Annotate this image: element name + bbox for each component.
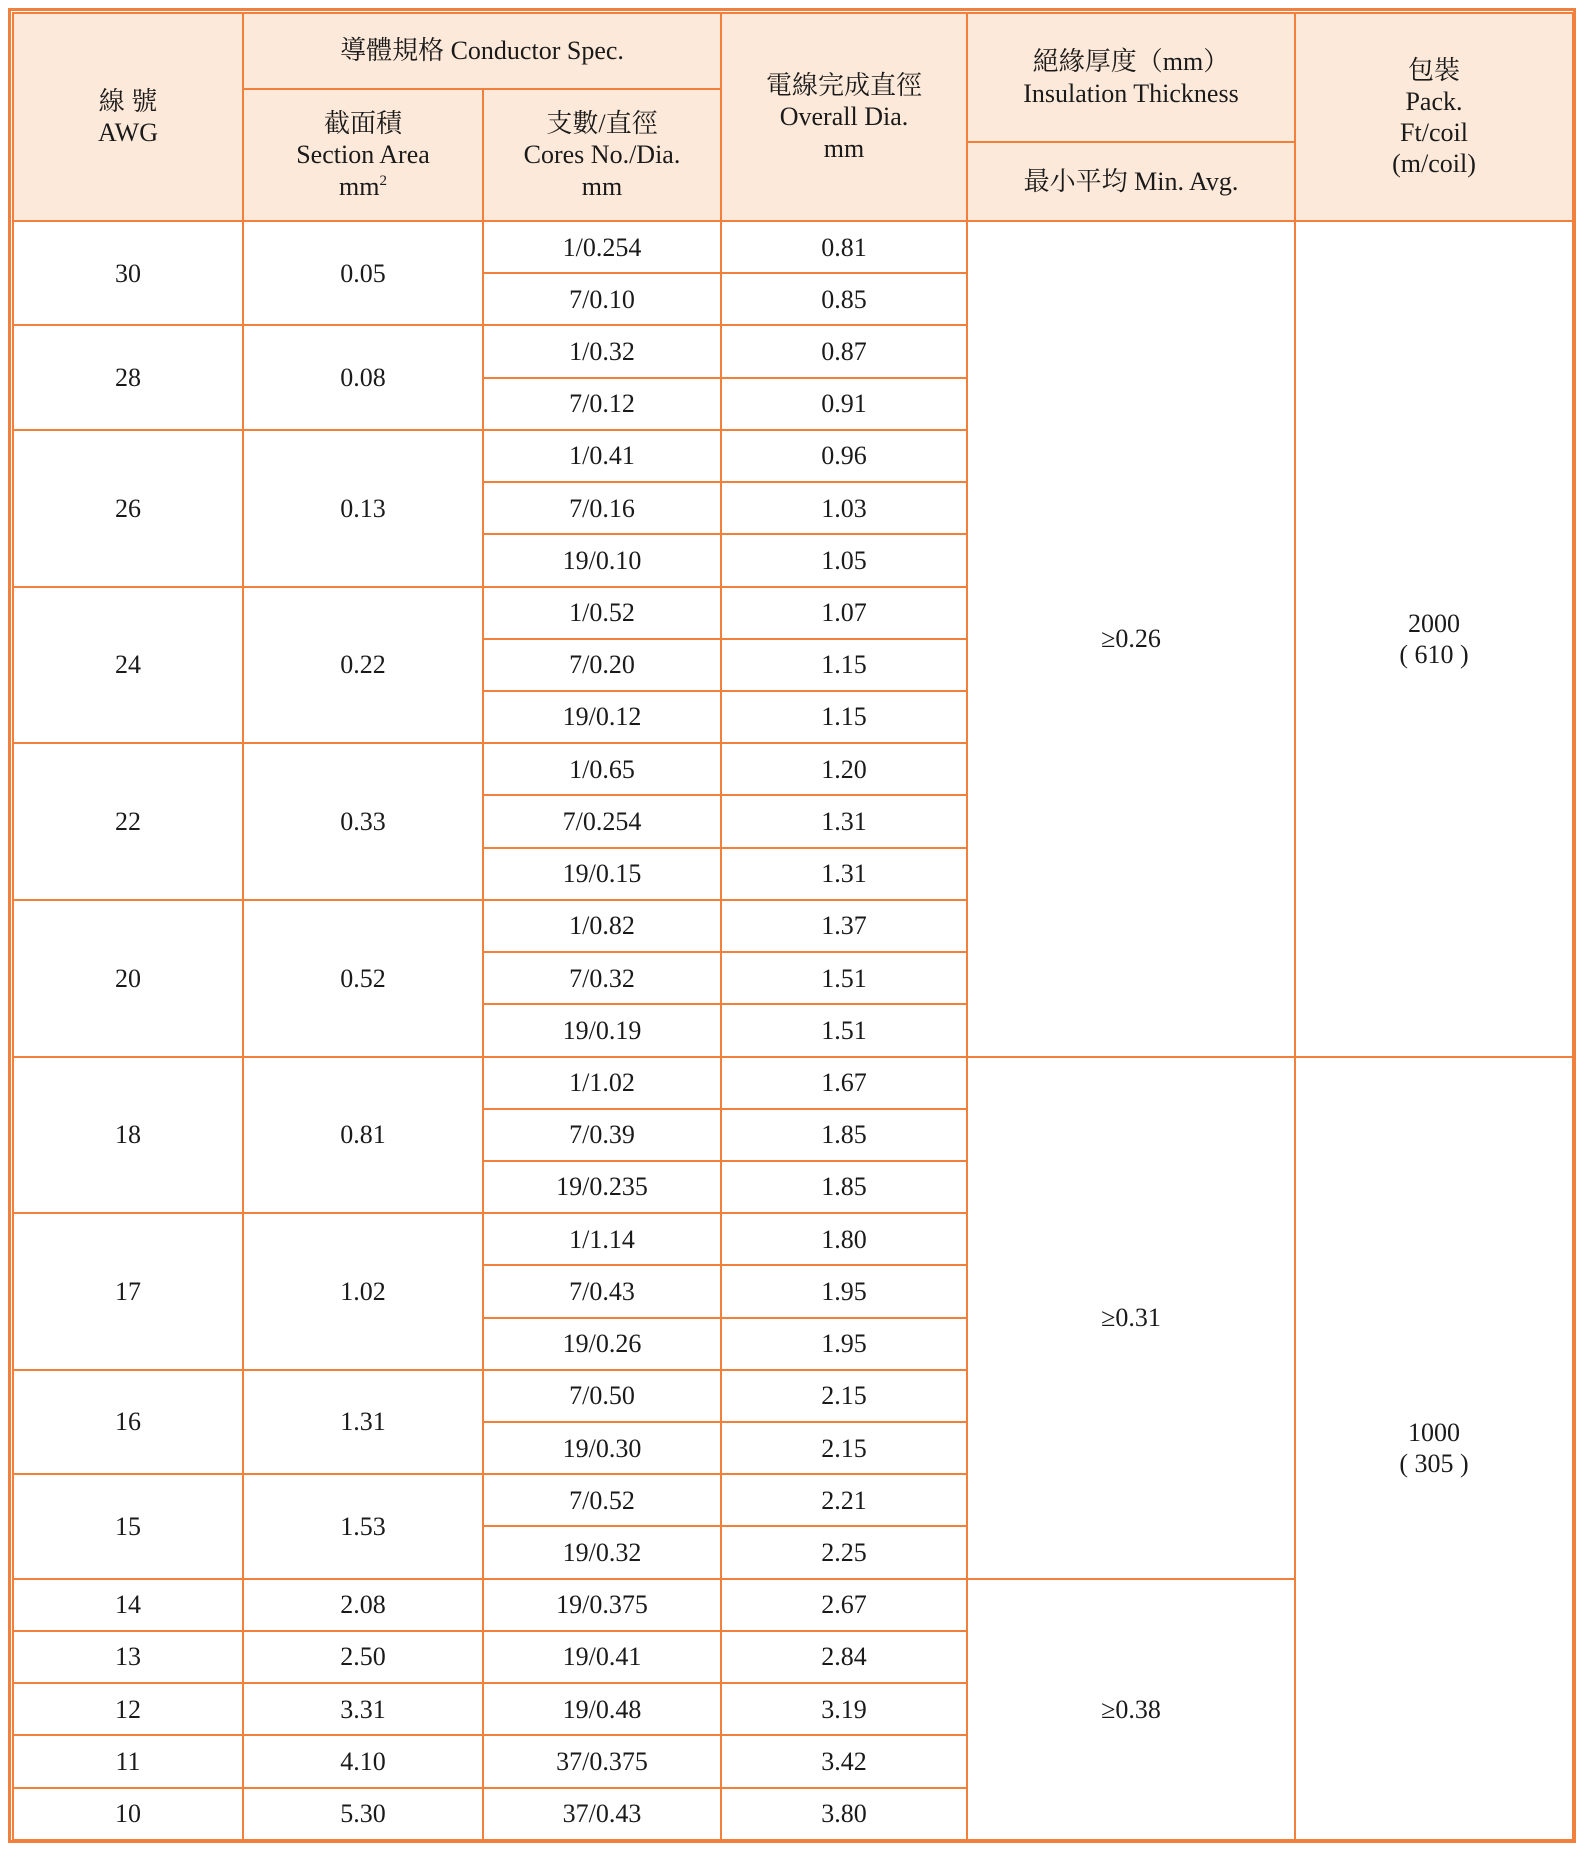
table-row <box>13 1057 1573 1109</box>
section-area-cell: 1.53 <box>243 1474 483 1578</box>
overall-dia-cell: 1.31 <box>721 848 967 900</box>
cores-cell: 1/1.02 <box>483 1057 721 1109</box>
overall-dia-cell: 0.81 <box>721 221 967 273</box>
awg-cell: 13 <box>13 1631 243 1683</box>
pack-cell <box>1295 221 1573 1057</box>
header-cores <box>483 89 721 221</box>
cores-cell: 7/0.32 <box>483 952 721 1004</box>
header-section-area-zh: 截面積 <box>323 109 402 139</box>
section-area-cell: 5.30 <box>243 1788 483 1840</box>
cores-cell: 7/0.50 <box>483 1370 721 1422</box>
cores-cell: 37/0.43 <box>483 1788 721 1840</box>
table-row <box>13 221 1573 273</box>
overall-dia-cell: 2.84 <box>721 1631 967 1683</box>
cores-cell: 7/0.52 <box>483 1474 721 1526</box>
section-area-cell: 0.33 <box>243 743 483 900</box>
cores-cell: 19/0.19 <box>483 1004 721 1056</box>
awg-cell: 30 <box>13 221 243 325</box>
header-pack <box>1295 13 1573 221</box>
awg-cell: 12 <box>13 1683 243 1735</box>
overall-dia-cell: 1.03 <box>721 482 967 534</box>
pack-meters: ( 610 ) <box>1399 639 1469 669</box>
insulation-min-avg-cell: ≥0.31 <box>967 1057 1295 1579</box>
insulation-min-avg-cell: ≥0.38 <box>967 1579 1295 1840</box>
cores-cell: 7/0.254 <box>483 795 721 847</box>
overall-dia-cell: 1.05 <box>721 534 967 586</box>
header-cores-zh: 支數/直徑 <box>546 109 658 139</box>
cores-cell: 19/0.12 <box>483 691 721 743</box>
overall-dia-cell: 1.95 <box>721 1318 967 1370</box>
awg-cell: 15 <box>13 1474 243 1578</box>
overall-dia-cell: 1.95 <box>721 1265 967 1317</box>
cores-cell: 19/0.30 <box>483 1422 721 1474</box>
cores-cell: 7/0.39 <box>483 1109 721 1161</box>
cores-cell: 19/0.375 <box>483 1579 721 1631</box>
overall-dia-cell: 2.15 <box>721 1370 967 1422</box>
awg-cell: 20 <box>13 900 243 1057</box>
awg-cell: 24 <box>13 587 243 744</box>
overall-dia-cell: 2.67 <box>721 1579 967 1631</box>
overall-dia-cell: 1.85 <box>721 1161 967 1213</box>
pack-meters: ( 305 ) <box>1399 1449 1469 1479</box>
awg-cell: 22 <box>13 743 243 900</box>
section-area-cell: 0.08 <box>243 325 483 429</box>
cores-cell: 19/0.32 <box>483 1526 721 1578</box>
overall-dia-cell: 1.37 <box>721 900 967 952</box>
overall-dia-cell: 1.15 <box>721 691 967 743</box>
section-area-cell: 2.08 <box>243 1579 483 1631</box>
pack-cell <box>1295 1057 1573 1840</box>
overall-dia-cell: 0.87 <box>721 325 967 377</box>
cores-cell: 1/0.52 <box>483 587 721 639</box>
cores-cell: 1/0.254 <box>483 221 721 273</box>
section-area-cell: 0.52 <box>243 900 483 1057</box>
section-area-cell: 1.02 <box>243 1213 483 1370</box>
awg-cell: 26 <box>13 430 243 587</box>
overall-dia-cell: 1.85 <box>721 1109 967 1161</box>
section-area-cell: 0.13 <box>243 430 483 587</box>
section-area-cell: 0.05 <box>243 221 483 325</box>
cores-cell: 19/0.235 <box>483 1161 721 1213</box>
section-area-cell: 0.22 <box>243 587 483 744</box>
header-insulation-zh: 絕緣厚度（mm） <box>1032 47 1230 77</box>
awg-cell: 28 <box>13 325 243 429</box>
cores-cell: 1/0.32 <box>483 325 721 377</box>
header-pack-en: Pack. <box>1405 86 1463 116</box>
overall-dia-cell: 1.80 <box>721 1213 967 1265</box>
header-cores-unit: mm <box>581 171 623 201</box>
awg-cell: 11 <box>13 1735 243 1787</box>
section-area-cell: 2.50 <box>243 1631 483 1683</box>
header-overall-zh: 電線完成直徑 <box>765 71 922 101</box>
header-section-area-en: Section Area <box>296 140 430 170</box>
cores-cell: 7/0.20 <box>483 639 721 691</box>
cores-cell: 7/0.43 <box>483 1265 721 1317</box>
overall-dia-cell: 0.96 <box>721 430 967 482</box>
table-body <box>13 221 1573 1840</box>
cores-cell: 7/0.10 <box>483 273 721 325</box>
cores-cell: 7/0.16 <box>483 482 721 534</box>
header-min-avg: 最小平均 Min. Avg. <box>967 142 1295 221</box>
header-overall-dia <box>721 13 967 221</box>
overall-dia-cell: 2.15 <box>721 1422 967 1474</box>
section-area-cell: 0.81 <box>243 1057 483 1214</box>
header-conductor-spec: 導體規格 Conductor Spec. <box>243 13 721 89</box>
header-overall-en: Overall Dia. <box>779 102 909 132</box>
cores-cell: 1/0.41 <box>483 430 721 482</box>
cores-cell: 37/0.375 <box>483 1735 721 1787</box>
overall-dia-cell: 0.85 <box>721 273 967 325</box>
awg-cell: 17 <box>13 1213 243 1370</box>
overall-dia-cell: 3.80 <box>721 1788 967 1840</box>
header-cores-en: Cores No./Dia. <box>523 140 681 170</box>
cores-cell: 1/0.65 <box>483 743 721 795</box>
overall-dia-cell: 1.51 <box>721 952 967 1004</box>
overall-dia-cell: 3.42 <box>721 1735 967 1787</box>
cores-cell: 19/0.41 <box>483 1631 721 1683</box>
overall-dia-cell: 1.15 <box>721 639 967 691</box>
awg-cell: 10 <box>13 1788 243 1840</box>
overall-dia-cell: 2.21 <box>721 1474 967 1526</box>
awg-cell: 16 <box>13 1370 243 1474</box>
wire-spec-table <box>12 12 1574 1841</box>
header-pack-unit-ft: Ft/coil <box>1400 118 1468 147</box>
awg-cell: 18 <box>13 1057 243 1214</box>
overall-dia-cell: 1.31 <box>721 795 967 847</box>
header-insulation <box>967 13 1295 142</box>
header-pack-unit-m: (m/coil) <box>1392 149 1476 179</box>
overall-dia-cell: 1.51 <box>721 1004 967 1056</box>
insulation-min-avg-cell: ≥0.26 <box>967 221 1295 1057</box>
header-section-area-unit: $mm^2$ <box>339 171 387 201</box>
header-awg <box>13 13 243 221</box>
overall-dia-cell: 2.25 <box>721 1526 967 1578</box>
section-area-cell: 4.10 <box>243 1735 483 1787</box>
overall-dia-cell: 1.07 <box>721 587 967 639</box>
header-overall-unit: mm <box>823 133 865 163</box>
header-section-area <box>243 89 483 221</box>
overall-dia-cell: 0.91 <box>721 378 967 430</box>
cores-cell: 19/0.26 <box>483 1318 721 1370</box>
section-area-cell: 3.31 <box>243 1683 483 1735</box>
header-pack-zh: 包裝 <box>1407 55 1460 85</box>
overall-dia-cell: 1.67 <box>721 1057 967 1109</box>
pack-feet: 1000 <box>1408 1417 1460 1447</box>
cores-cell: 19/0.15 <box>483 848 721 900</box>
awg-cell: 14 <box>13 1579 243 1631</box>
section-area-cell: 1.31 <box>243 1370 483 1474</box>
cores-cell: 1/0.82 <box>483 900 721 952</box>
header-awg-en: AWG <box>97 118 158 147</box>
header-insulation-en: Insulation Thickness <box>1023 78 1239 108</box>
cores-cell: 1/1.14 <box>483 1213 721 1265</box>
header-awg-zh: 線 號 <box>98 86 158 116</box>
cores-cell: 19/0.48 <box>483 1683 721 1735</box>
cores-cell: 7/0.12 <box>483 378 721 430</box>
pack-feet: 2000 <box>1408 608 1460 638</box>
overall-dia-cell: 3.19 <box>721 1683 967 1735</box>
cores-cell: 19/0.10 <box>483 534 721 586</box>
overall-dia-cell: 1.20 <box>721 743 967 795</box>
